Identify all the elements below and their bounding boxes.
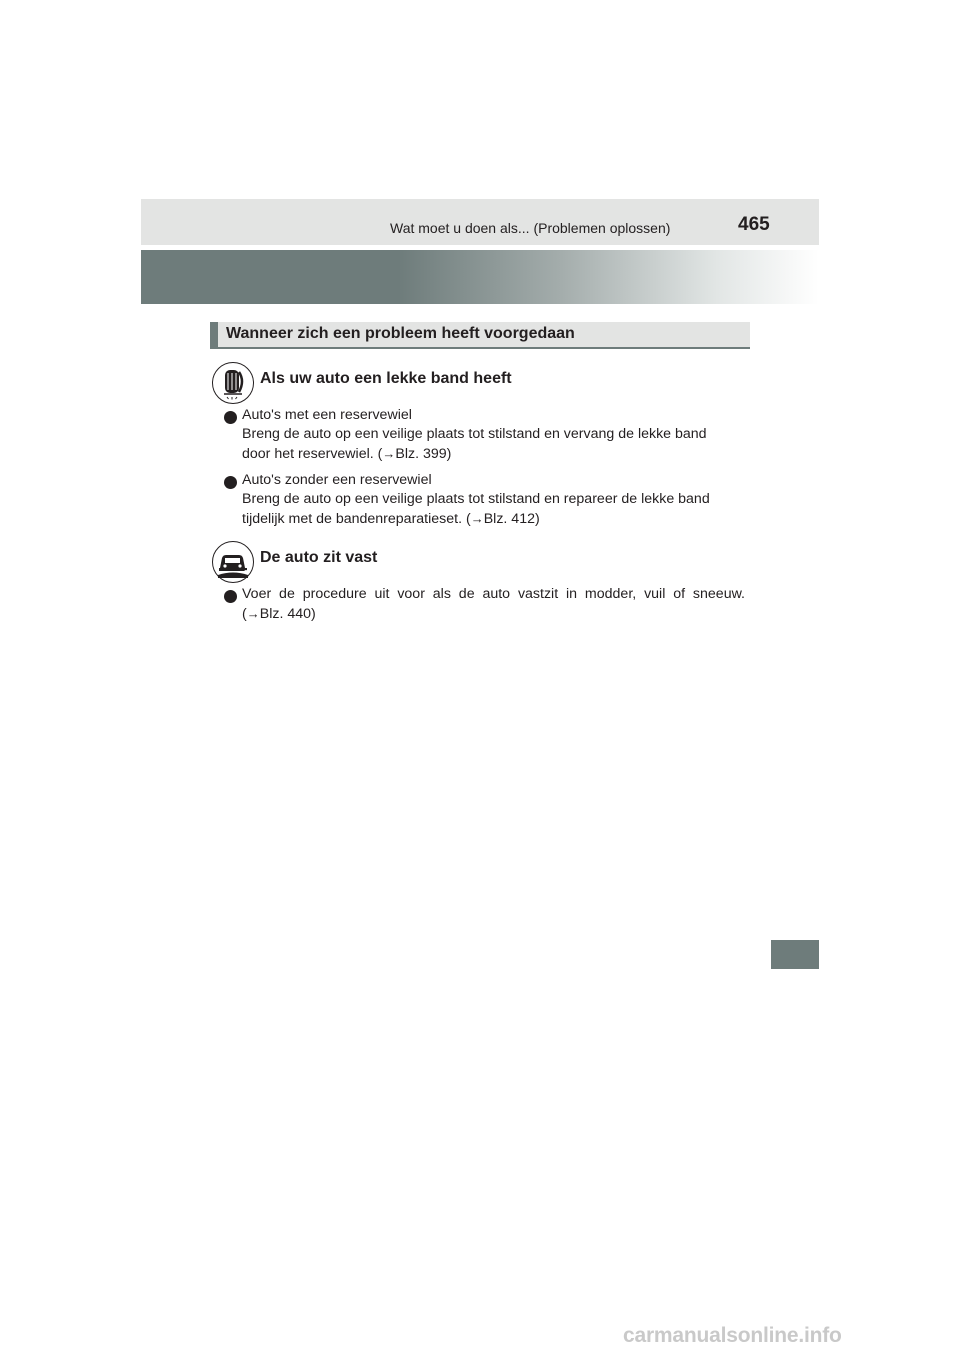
arrow-icon: → bbox=[246, 606, 260, 621]
item-text: Voer de procedure uit voor als de auto vastzit in modder, vuil of sneeuw. bbox=[242, 586, 745, 602]
item-title: Auto's met een reservewiel bbox=[242, 407, 412, 423]
stuck-heading: De auto zit vast bbox=[260, 549, 378, 566]
bullet-icon bbox=[224, 476, 237, 489]
list-item bbox=[242, 406, 745, 464]
arrow-icon: → bbox=[382, 446, 396, 461]
bullet-icon bbox=[224, 590, 237, 603]
chapter-banner bbox=[141, 250, 819, 304]
item-text-cont: (→Blz. 440) bbox=[242, 606, 316, 622]
flat-tire-heading: Als uw auto een lekke band heeft bbox=[260, 370, 512, 387]
item-text: Breng de auto op een veilige plaats tot stilstand en vervang de lekke band bbox=[242, 426, 707, 442]
list-item bbox=[242, 471, 745, 529]
bullet-icon bbox=[224, 411, 237, 424]
stuck-vehicle-icon bbox=[212, 541, 254, 583]
section-accent-bar bbox=[210, 322, 218, 349]
page-number: 465 bbox=[738, 214, 770, 235]
page-reference[interactable]: Blz. 399) bbox=[395, 446, 452, 462]
chapter-side-tab bbox=[771, 940, 819, 969]
item-text-cont: door het reservewiel. (→Blz. 399) bbox=[242, 446, 452, 462]
list-item bbox=[242, 585, 745, 624]
page-reference[interactable]: Blz. 412) bbox=[483, 511, 540, 527]
page-reference[interactable]: Blz. 440) bbox=[259, 606, 316, 622]
item-title: Auto's zonder een reservewiel bbox=[242, 472, 432, 488]
flat-tire-icon bbox=[212, 362, 254, 404]
item-text: Breng de auto op een veilige plaats tot stilstand en repareer de lekke band bbox=[242, 491, 710, 507]
watermark: carmanualsonline.info bbox=[623, 1324, 842, 1347]
arrow-icon: → bbox=[470, 511, 484, 526]
item-text-cont: tijdelijk met de bandenreparatieset. (→Blz. 412) bbox=[242, 511, 540, 527]
header-title: Wat moet u doen als... (Problemen oplossen) bbox=[390, 220, 671, 236]
section-title: Wanneer zich een probleem heeft voorgedaan bbox=[226, 325, 575, 342]
